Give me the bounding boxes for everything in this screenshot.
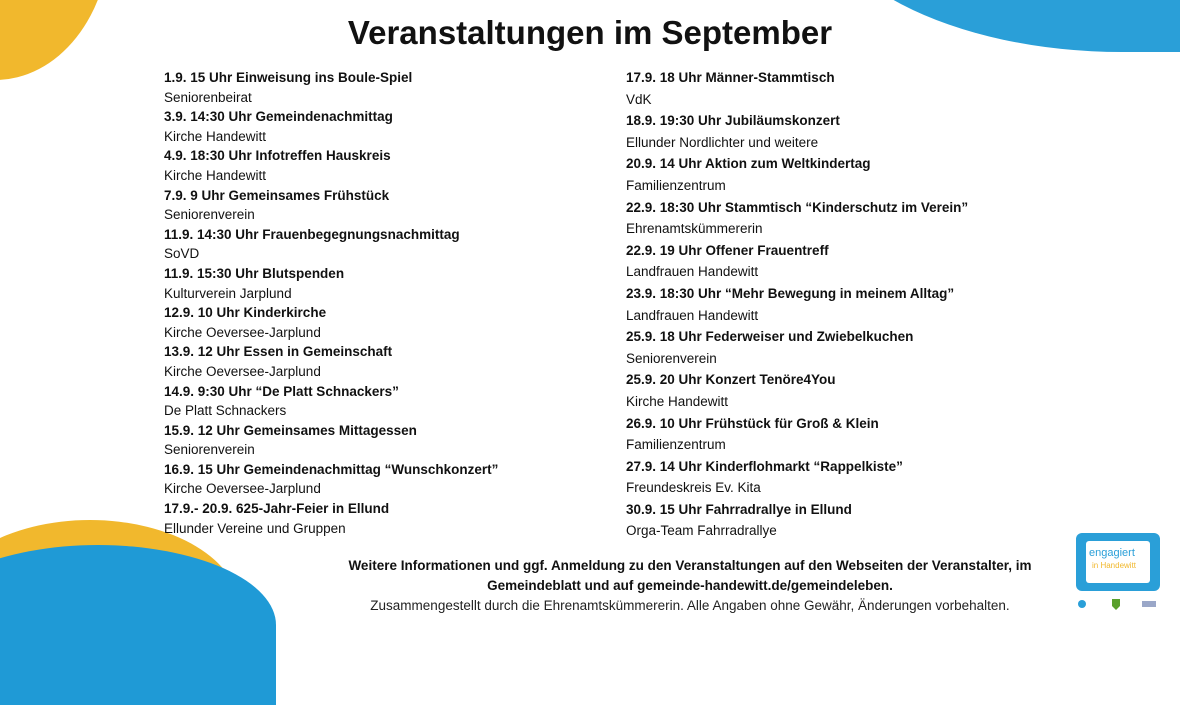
event-item <box>626 500 1086 543</box>
event-item <box>164 146 624 185</box>
event-title: 13.9. 12 Uhr Essen in Gemeinschaft <box>164 344 393 360</box>
event-item <box>626 111 1086 154</box>
event-title: 4.9. 18:30 Uhr Infotreffen Hauskreis <box>164 148 391 164</box>
event-title: 18.9. 19:30 Uhr Jubiläumskonzert <box>626 113 840 129</box>
event-organizer: Kirche Handewitt <box>164 167 267 183</box>
event-item <box>626 198 1086 241</box>
event-organizer: Seniorenbeirat <box>164 89 252 105</box>
event-organizer: Orga-Team Fahrradrallye <box>626 523 777 539</box>
event-organizer: Familienzentrum <box>626 177 726 193</box>
logo-text-sub: in Handewitt <box>1092 561 1137 570</box>
event-item <box>626 370 1086 413</box>
event-organizer: Kirche Oeversee-Jarplund <box>164 481 321 497</box>
events-column-right <box>626 68 1086 543</box>
event-item <box>164 107 624 146</box>
event-title: 11.9. 14:30 Uhr Frauenbegegnungsnachmittag <box>164 226 460 242</box>
event-organizer: Landfrauen Handewitt <box>626 264 759 280</box>
footer-line-1: Weitere Informationen und ggf. Anmeldung zu den Veranstaltungen auf den Webseiten der Veranstalter, im <box>348 558 1032 573</box>
event-organizer: Familienzentrum <box>626 437 726 453</box>
event-organizer: Seniorenverein <box>164 207 255 223</box>
event-item <box>626 154 1086 197</box>
event-organizer: Freundeskreis Ev. Kita <box>626 480 761 496</box>
event-title: 26.9. 10 Uhr Frühstück für Groß & Klein <box>626 415 879 431</box>
event-organizer: De Platt Schnackers <box>164 403 287 419</box>
event-organizer: Seniorenverein <box>164 442 255 458</box>
event-title: 14.9. 9:30 Uhr “De Platt Schnackers” <box>164 383 399 399</box>
event-title: 16.9. 15 Uhr Gemeindenachmittag “Wunschkonzert” <box>164 461 499 477</box>
event-item <box>164 382 624 421</box>
event-item <box>626 457 1086 500</box>
event-title: 7.9. 9 Uhr Gemeinsames Frühstück <box>164 187 390 203</box>
event-title: 25.9. 20 Uhr Konzert Tenöre4You <box>626 372 836 388</box>
event-item <box>164 264 624 303</box>
event-organizer: VdK <box>626 91 652 107</box>
event-item <box>164 186 624 225</box>
event-organizer: Ellunder Vereine und Gruppen <box>164 520 346 536</box>
event-organizer: Ellunder Nordlichter und weitere <box>626 134 819 150</box>
event-organizer: Ehrenamtskümmererin <box>626 221 763 237</box>
footer-line-2: Gemeindeblatt und auf gemeinde-handewitt.de/gemeindeleben. <box>487 578 893 593</box>
event-item <box>164 421 624 460</box>
event-item <box>164 342 624 381</box>
event-item <box>164 460 624 499</box>
event-organizer: Kulturverein Jarplund <box>164 285 292 301</box>
event-title: 1.9. 15 Uhr Einweisung ins Boule-Spiel <box>164 70 413 85</box>
event-item <box>626 327 1086 370</box>
event-item <box>626 68 1086 111</box>
event-item <box>164 225 624 264</box>
event-item <box>626 414 1086 457</box>
footer-disclaimer: Zusammengestellt durch die Ehrenamtskümmererin. Alle Angaben ohne Gewähr, Änderungen vorbehalten. <box>370 598 1010 613</box>
footer-info <box>240 556 1140 616</box>
event-item <box>626 284 1086 327</box>
event-title: 25.9. 18 Uhr Federweiser und Zwiebelkuchen <box>626 329 914 345</box>
partner-logos-icon <box>1074 596 1164 612</box>
page-title: Veranstaltungen im September <box>347 14 833 51</box>
event-title: 15.9. 12 Uhr Gemeinsames Mittagessen <box>164 422 417 438</box>
event-title: 17.9.- 20.9. 625-Jahr-Feier in Ellund <box>164 501 390 517</box>
event-title: 12.9. 10 Uhr Kinderkirche <box>164 305 327 321</box>
event-organizer: Seniorenverein <box>626 350 717 366</box>
event-title: 30.9. 15 Uhr Fahrradrallye in Ellund <box>626 501 852 517</box>
event-title: 11.9. 15:30 Uhr Blutspenden <box>164 265 345 281</box>
logo-text-main: engagiert <box>1089 547 1135 559</box>
partner-logo-1-icon <box>1078 600 1086 608</box>
event-title: 23.9. 18:30 Uhr “Mehr Bewegung in meinem Alltag” <box>626 285 955 301</box>
event-organizer: Kirche Handewitt <box>626 393 729 409</box>
event-organizer: Kirche Oeversee-Jarplund <box>164 324 321 340</box>
event-item <box>164 499 624 538</box>
partner-logo-2-icon <box>1112 599 1120 610</box>
partner-logo-3-icon <box>1142 601 1156 607</box>
event-title: 20.9. 14 Uhr Aktion zum Weltkindertag <box>626 156 871 172</box>
engagiert-logo <box>1076 533 1160 591</box>
event-organizer: Landfrauen Handewitt <box>626 307 759 323</box>
event-title: 22.9. 19 Uhr Offener Frauentreff <box>626 242 829 258</box>
event-title: 17.9. 18 Uhr Männer-Stammtisch <box>626 70 835 85</box>
event-item <box>164 303 624 342</box>
events-column-left <box>164 68 624 538</box>
event-item <box>164 68 624 107</box>
event-item <box>626 241 1086 284</box>
event-organizer: Kirche Handewitt <box>164 128 267 144</box>
decor-blue-bottom-left <box>0 545 276 705</box>
event-title: 27.9. 14 Uhr Kinderflohmarkt “Rappelkiste” <box>626 458 903 474</box>
event-organizer: Kirche Oeversee-Jarplund <box>164 363 321 379</box>
event-title: 22.9. 18:30 Uhr Stammtisch “Kinderschutz im Verein” <box>626 199 969 215</box>
event-title: 3.9. 14:30 Uhr Gemeindenachmittag <box>164 109 393 125</box>
event-organizer: SoVD <box>164 246 200 262</box>
